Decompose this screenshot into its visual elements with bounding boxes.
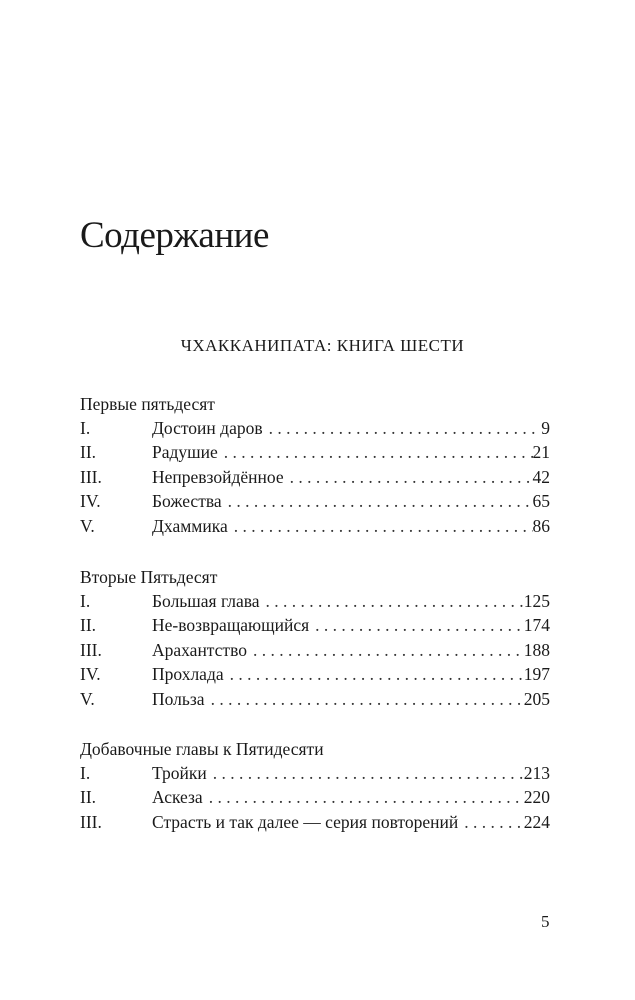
toc-entry-title: Аскеза bbox=[152, 787, 203, 808]
toc-entry-number: I. bbox=[80, 591, 91, 611]
toc-dot-leader bbox=[458, 810, 524, 834]
toc-entry-title: Большая глава bbox=[152, 591, 260, 611]
toc-entry-number: III. bbox=[80, 466, 102, 487]
toc-entry[interactable] bbox=[80, 613, 550, 637]
toc-entry-title: Арахантство bbox=[152, 639, 247, 660]
toc-dot-leader bbox=[222, 489, 533, 513]
toc-entry-page: 9 bbox=[541, 418, 550, 438]
toc-dot-leader bbox=[260, 589, 524, 613]
toc-entry-page: 197 bbox=[523, 664, 550, 685]
toc-entry-title: Непревзойдённое bbox=[152, 466, 284, 487]
toc-dot-leader bbox=[263, 416, 540, 440]
toc-entry-page: 224 bbox=[523, 811, 550, 832]
toc-entry-number: I. bbox=[80, 763, 91, 783]
toc-dot-leader bbox=[309, 613, 524, 637]
toc-entry-title: Радушие bbox=[152, 442, 218, 463]
toc-entry[interactable] bbox=[80, 810, 550, 834]
toc-dot-leader bbox=[205, 687, 524, 711]
toc-dot-leader bbox=[203, 785, 524, 809]
toc-entry-page: 65 bbox=[532, 491, 550, 512]
toc-entry-page: 21 bbox=[532, 442, 550, 463]
book-title: ЧХАККАНИПАТА: КНИГА ШЕСТИ bbox=[180, 336, 465, 355]
toc-entry-number: I. bbox=[80, 418, 91, 438]
toc-entry-title: Тройки bbox=[152, 763, 207, 783]
toc-entry-page: 42 bbox=[532, 466, 550, 487]
toc-section-second-fifty bbox=[80, 565, 550, 711]
toc-entry-title: Достоин даров bbox=[152, 418, 263, 438]
toc-entry-number: V. bbox=[80, 688, 95, 709]
toc-entry-title: Дхаммика bbox=[152, 515, 228, 536]
section-heading: Вторые Пятьдесят bbox=[80, 567, 218, 587]
toc-entry-title: Божества bbox=[152, 491, 222, 512]
toc-entry-title: Польза bbox=[152, 688, 205, 709]
toc-dot-leader bbox=[228, 514, 533, 538]
toc-entry[interactable] bbox=[80, 638, 550, 662]
page-number: 5 bbox=[541, 912, 550, 931]
toc-entry-number: III. bbox=[80, 639, 102, 660]
section-heading: Первые пятьдесят bbox=[80, 394, 215, 414]
toc-entry[interactable] bbox=[80, 662, 550, 686]
toc-entry-title: Не-возвращающийся bbox=[152, 615, 310, 636]
toc-entry-page: 205 bbox=[523, 688, 550, 709]
toc-entry[interactable] bbox=[80, 761, 550, 785]
toc-section-first-fifty bbox=[80, 392, 550, 538]
toc-dot-leader bbox=[218, 440, 533, 464]
section-heading: Добавочные главы к Пятидесяти bbox=[80, 739, 324, 759]
toc-entry-page: 174 bbox=[523, 615, 550, 636]
toc-dot-leader bbox=[247, 638, 524, 662]
toc-entry-number: II. bbox=[80, 615, 97, 636]
toc-dot-leader bbox=[284, 465, 533, 489]
toc-entry[interactable] bbox=[80, 465, 550, 489]
toc-entry[interactable] bbox=[80, 440, 550, 464]
toc-entry-title: Страсть и так далее — серия повторений bbox=[152, 811, 459, 832]
toc-dot-leader bbox=[207, 761, 524, 785]
toc-entry-number: V. bbox=[80, 515, 95, 536]
toc-entry[interactable] bbox=[80, 489, 550, 513]
toc-entry-number: II. bbox=[80, 442, 97, 463]
toc-entry[interactable] bbox=[80, 416, 550, 440]
toc-dot-leader bbox=[224, 662, 524, 686]
toc-entry-title: Прохлада bbox=[152, 664, 224, 685]
toc-entry-page: 213 bbox=[523, 763, 550, 783]
toc-entry-number: IV. bbox=[80, 491, 101, 512]
toc-section-supplementary bbox=[80, 737, 550, 834]
page-title: Содержание bbox=[80, 215, 269, 256]
toc-entry[interactable] bbox=[80, 687, 550, 711]
toc-entry-number: III. bbox=[80, 811, 102, 832]
toc-entry-page: 220 bbox=[523, 787, 550, 808]
toc-entry[interactable] bbox=[80, 514, 550, 538]
toc-entry-number: IV. bbox=[80, 664, 101, 685]
toc-entry-page: 188 bbox=[523, 639, 550, 660]
toc-entry[interactable] bbox=[80, 589, 550, 613]
toc-entry-page: 86 bbox=[532, 515, 550, 536]
toc-entry-number: II. bbox=[80, 787, 97, 808]
toc-entry-page: 125 bbox=[523, 591, 550, 611]
toc-entry[interactable] bbox=[80, 785, 550, 809]
